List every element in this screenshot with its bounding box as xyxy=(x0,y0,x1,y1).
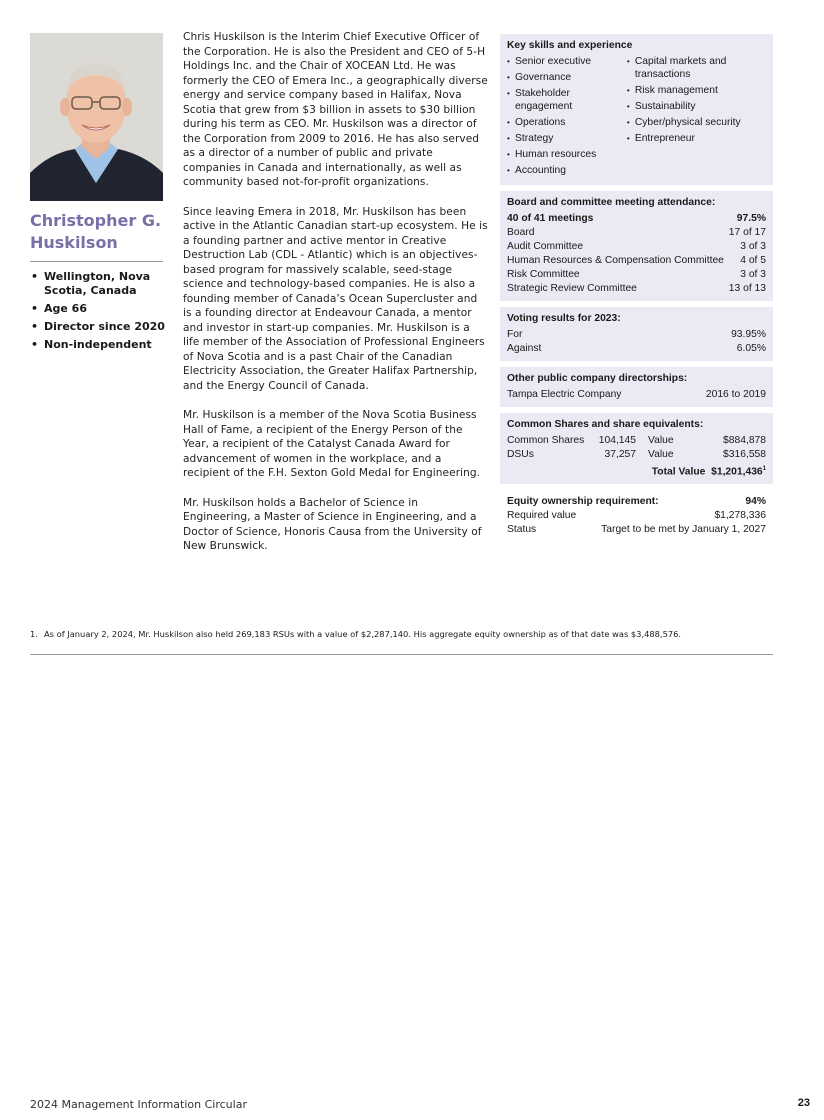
bio-paragraph: Chris Huskilson is the Interim Chief Executive Officer of the Corporation. He is also the President and CEO of 5-H Holdings Inc. and the Chair of XOCEAN Ltd. He was formerly the CEO of Emera Inc., a geographically diverse energy and service company based in Halifax, Nova Scotia that grew from $3 billion in assets to $30 billion during his term as CEO. Mr. Huskilson was a director of the Corporation from 2009 to 2016. He has also served as a director of a number of public and private companies in Canada and internationally, as well as community based not-for-profit organizations. xyxy=(183,31,488,188)
director-last-name: Huskilson xyxy=(30,233,118,252)
skill-item: • Cyber/physical security xyxy=(627,116,766,129)
skills-box xyxy=(500,34,773,185)
attendance-name: Risk Committee xyxy=(507,269,580,280)
attendance-row xyxy=(507,282,766,296)
equity-label: Value xyxy=(648,449,674,460)
ownership-required-row xyxy=(507,509,766,523)
voting-for-label: For xyxy=(507,329,523,340)
equity-total-footnote-ref: 1 xyxy=(762,466,766,472)
equity-value: $884,878 xyxy=(723,435,766,446)
bio-paragraph: Since leaving Emera in 2018, Mr. Huskilson has been active in the Atlantic Canadian start-up ecosystem. He is a founding partner and active mentor in Creative Destruction Lab (CDL - Atlantic) which is an objectives-based program for massively scalable, seed-stage science and technology-based companies. He is also a founding member of Canada’s Ocean Supercluster and is a founding director at Endeavour Canada, a mentor and investor in start-up companies. Mr. Huskilson is a life member of the Association of Professional Engineers of Nova Scotia and is a past Chair of the Canadian Electricity Association, the Greater Halifax Partnership, and the Energy Council of Canada. xyxy=(183,205,488,392)
ownership-pct: 94% xyxy=(745,496,766,508)
document-title-footer: 2024 Management Information Circular xyxy=(30,1098,247,1111)
attendance-row xyxy=(507,240,766,254)
directorship-company: Tampa Electric Company xyxy=(507,389,622,400)
skill-item: • Strategy xyxy=(507,132,627,145)
attendance-name: Strategic Review Committee xyxy=(507,283,637,294)
attendance-total-label: 40 of 41 meetings xyxy=(507,213,594,224)
directorships-title: Other public company directorships: xyxy=(507,373,688,384)
attendance-name: Human Resources & Compensation Committee xyxy=(507,255,724,266)
skill-item: • Capital markets and transactions xyxy=(627,55,766,81)
directorship-row xyxy=(507,388,766,402)
biography xyxy=(183,30,488,569)
attendance-row xyxy=(507,254,766,268)
skills-title: Key skills and experience xyxy=(507,40,633,51)
voting-against-value: 6.05% xyxy=(736,343,766,354)
fact-director-since: • Director since 2020 xyxy=(30,320,170,334)
equity-title: Common Shares and share equivalents: xyxy=(507,419,704,430)
equity-label: Value xyxy=(648,435,674,446)
ownership-status-value: Target to be met by January 1, 2027 xyxy=(601,524,766,536)
directorships-box xyxy=(500,367,773,407)
equity-total-row xyxy=(507,462,766,479)
directorship-period: 2016 to 2019 xyxy=(705,389,766,400)
skill-item: • Operations xyxy=(507,116,627,129)
attendance-row xyxy=(507,226,766,240)
voting-box xyxy=(500,307,773,361)
attendance-value: 4 of 5 xyxy=(740,255,766,266)
attendance-value: 13 of 13 xyxy=(728,283,766,294)
equity-spacer xyxy=(507,462,589,479)
fact-age: • Age 66 xyxy=(30,302,170,316)
footnote-number: 1. xyxy=(30,629,38,639)
attendance-name: Audit Committee xyxy=(507,241,584,252)
footnote xyxy=(30,629,773,639)
equity-name: DSUs xyxy=(507,449,534,460)
skill-item: • Sustainability xyxy=(627,100,766,113)
attendance-total-pct: 97.5% xyxy=(736,213,766,224)
skill-item: • Accounting xyxy=(507,164,627,177)
ownership-status-row xyxy=(507,523,766,537)
skill-item: • Stakeholder engagement xyxy=(507,87,627,113)
director-facts-list xyxy=(30,270,170,356)
name-divider xyxy=(30,261,163,262)
director-name xyxy=(30,210,170,254)
equity-name: Common Shares xyxy=(507,435,585,446)
attendance-value: 17 of 17 xyxy=(728,227,766,238)
skills-columns xyxy=(507,55,766,180)
equity-spacer xyxy=(589,462,636,479)
equity-box xyxy=(500,413,773,484)
fact-independence: • Non-independent xyxy=(30,338,170,352)
attendance-total-row xyxy=(507,212,766,226)
footnote-text: As of January 2, 2024, Mr. Huskilson also held 269,183 RSUs with a value of $2,287,140. His aggregate equity ownership as of that date was $3,488,576. xyxy=(44,629,682,639)
skill-item: • Senior executive xyxy=(507,55,627,68)
voting-against-row xyxy=(507,342,766,356)
ownership-required-label: Required value xyxy=(507,510,577,522)
equity-value: $316,558 xyxy=(723,449,766,460)
voting-for-value: 93.95% xyxy=(731,329,766,340)
skill-item: • Governance xyxy=(507,71,627,84)
bio-paragraph: Mr. Huskilson is a member of the Nova Scotia Business Hall of Fame, a recipient of the Energy Person of the Year, a recipient of the Catalyst Canada Award for advancement of women in the workplace, and a recipient of the F.H. Sexton Gold Medal for Engineering. xyxy=(183,409,481,479)
fact-location: • Wellington, Nova Scotia, Canada xyxy=(30,270,170,298)
equity-count: 37,257 xyxy=(604,449,636,460)
ownership-title: Equity ownership requirement: xyxy=(507,496,659,508)
skill-item: • Risk management xyxy=(627,84,766,97)
attendance-value: 3 of 3 xyxy=(740,269,766,280)
footnote-divider xyxy=(30,654,773,655)
director-details-panel xyxy=(500,34,773,548)
voting-against-label: Against xyxy=(507,343,542,354)
ownership-required-value: $1,278,336 xyxy=(714,510,766,522)
skills-column-1 xyxy=(507,55,627,180)
attendance-title: Board and committee meeting attendance: xyxy=(507,197,716,208)
equity-row xyxy=(507,448,766,462)
page-number: 23 xyxy=(797,1097,810,1109)
skill-item: • Human resources xyxy=(507,148,627,161)
skills-column-2 xyxy=(627,55,766,180)
director-first-name: Christopher G. xyxy=(30,211,162,230)
attendance-value: 3 of 3 xyxy=(740,241,766,252)
skill-item: • Entrepreneur xyxy=(627,132,766,145)
equity-total-label: Total Value xyxy=(651,466,706,478)
ownership-title-row xyxy=(507,495,766,509)
voting-for-row xyxy=(507,328,766,342)
bio-paragraph: Mr. Huskilson holds a Bachelor of Science in Engineering, a Master of Science in Engineering, and a Doctor of Science, Honoris Causa from the University of New Brunswick. xyxy=(183,496,482,552)
attendance-name: Board xyxy=(507,227,535,238)
equity-row xyxy=(507,434,766,448)
person-portrait-icon xyxy=(30,33,163,201)
ownership-box xyxy=(500,490,773,542)
director-photo xyxy=(30,33,163,201)
equity-total xyxy=(636,462,766,479)
equity-total-value: $1,201,436 xyxy=(711,466,763,478)
ownership-status-label: Status xyxy=(507,524,537,536)
voting-title: Voting results for 2023: xyxy=(507,313,621,324)
equity-count: 104,145 xyxy=(598,435,636,446)
attendance-row xyxy=(507,268,766,282)
attendance-box xyxy=(500,191,773,301)
